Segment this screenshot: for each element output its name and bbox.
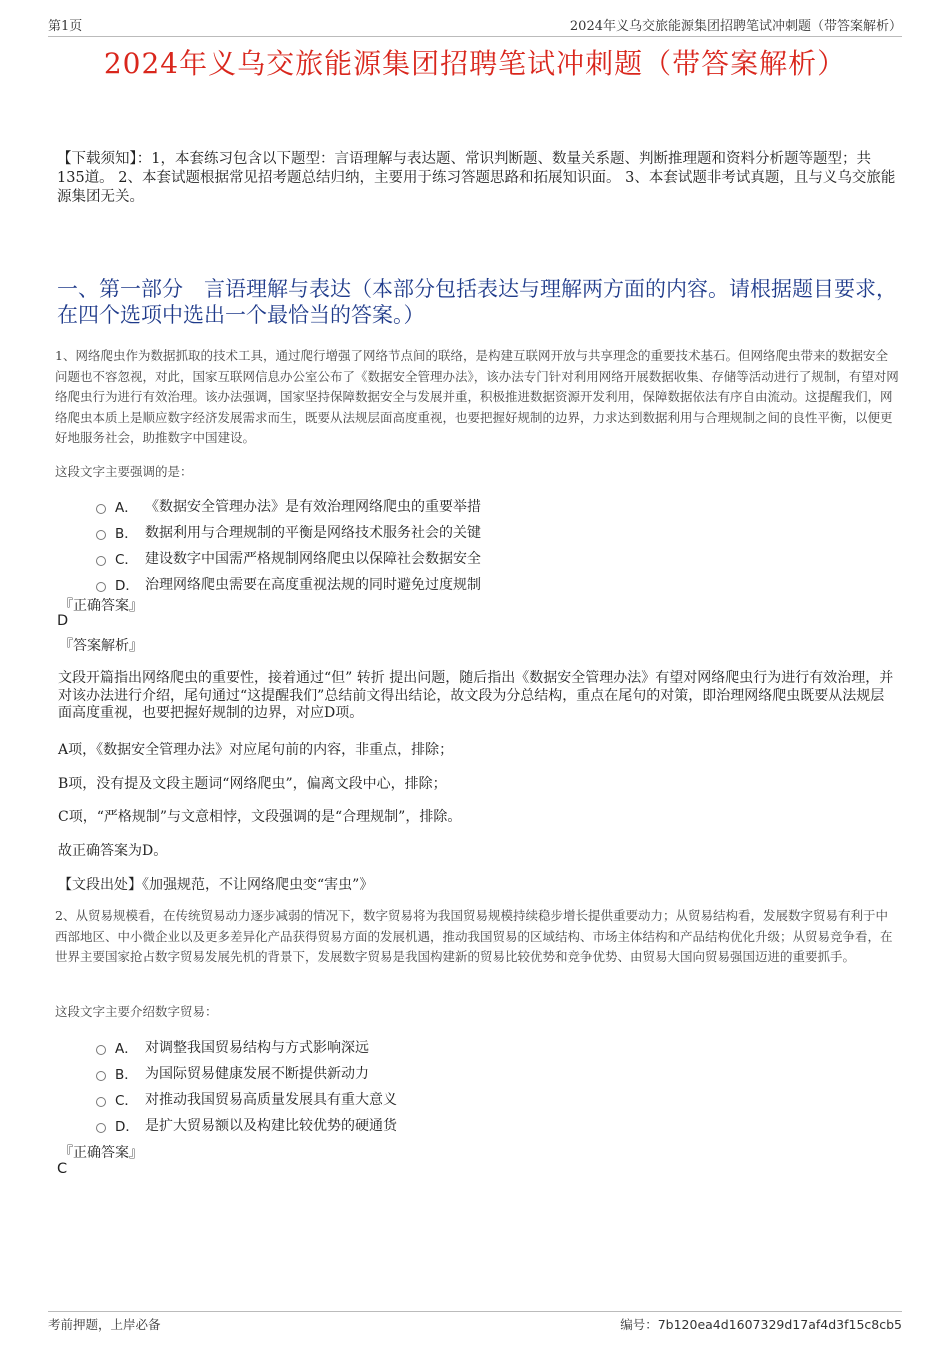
option-text: 治理网络爬虫需要在高度重视法规的同时避免过度规制 [145,577,481,593]
question-2-option-c[interactable] [96,1086,556,1112]
option-text: 建设数字中国需严格规制网络爬虫以保障社会数据安全 [145,551,481,567]
option-b-note: B项，没有提及文段主题词“网络爬虫”，偏离文段中心，排除； [58,776,447,792]
radio-icon[interactable] [96,1071,106,1081]
radio-icon[interactable] [96,556,106,566]
question-1-source: 【文段出处】《加强规范，不让网络爬虫变“害虫”》 [58,877,374,893]
question-1-stem: 这段文字主要强调的是： [55,464,193,479]
question-2-answer: C [57,1161,68,1177]
option-text: 对推动我国贸易高质量发展具有重大意义 [145,1092,397,1108]
question-1-options [96,493,556,597]
question-1-passage: 1、网络爬虫作为数据抓取的技术工具，通过爬行增强了网络节点间的联络，是构建互联网开放与共享理念的重要技术基石。但网络爬虫带来的数据安全问题也不容忽视，对此，国家互联网信息办公室公布了《数据安全管理办法》，该办法专门针对利用网络开展数据收集、存储等活动进行了规制，有望对网络爬虫行为进行有效治理。该办法强调，国家坚持保障数据安全与发展并重，积极推进数据资源开发利用，保障数据依法有序自由流动。这提醒我们，网络爬虫本质上是顺应数字经济发展需求而生，既要从法规层面高度重视，也要把握好规制的边界，力求达到数据利用与合理规制之间的良性平衡，以便更好地服务社会，助推数字中国建设。 [55,348,899,445]
option-letter: D． [115,578,139,594]
question-2-option-d[interactable] [96,1112,556,1138]
question-2-stem: 这段文字主要介绍数字贸易： [55,1004,218,1019]
option-text: 《数据安全管理办法》是有效治理网络爬虫的重要举措 [145,499,481,515]
option-text: 为国际贸易健康发展不断提供新动力 [145,1066,369,1082]
question-2-option-a[interactable] [96,1034,556,1060]
option-letter: A． [115,500,138,516]
option-letter: B． [115,1067,138,1083]
question-1-option-a[interactable] [96,493,556,519]
document-code [620,1315,902,1333]
option-letter: C． [115,1093,138,1109]
radio-icon[interactable] [96,1097,106,1107]
option-text: 数据利用与合理规制的平衡是网络技术服务社会的关键 [145,525,481,541]
option-letter: C． [115,552,138,568]
code-value: 7b120ea4d1607329d17af4d3f15c8cb5 [657,1317,902,1332]
page-footer [48,1311,902,1333]
question-1-option-b[interactable] [96,519,556,545]
question-1-option-c[interactable] [96,545,556,571]
question-2-option-b[interactable] [96,1060,556,1086]
radio-icon[interactable] [96,504,106,514]
question-1-analysis: 文段开篇指出网络爬虫的重要性，接着通过“但” 转折 提出问题，随后指出《数据安全管理办法》有望对网络爬虫行为进行有效治理，并对该办法进行介绍，尾句通过“这提醒我们”总结前文得出结论，故文段为分总结构，重点在尾句的对策，即治理网络爬虫既要从法规层面高度重视，也要把握好规制的边界，对应D项。 [58,670,894,721]
section-title: 一、第一部分 言语理解与表达（本部分包括表达与理解两方面的内容。请根据题目要求，在四个选项中选出一个最恰当的答案。） [57,277,897,327]
option-a-note: A项，《数据安全管理办法》对应尾句前的内容，非重点，排除； [58,742,454,758]
question-1-conclusion: 故正确答案为D。 [58,843,168,859]
option-text: 对调整我国贸易结构与方式影响深远 [145,1040,369,1056]
download-notice: 【下载须知】：1，本套练习包含以下题型：言语理解与表达题、常识判断题、数量关系题、判断推理题和资料分析题等题型；共135道。 2、本套试题根据常见招考题总结归纳，主要用于练习答题思路和拓展知识面。 3、本套试题非考试真题，且与义乌交旅能源集团无关。 [57,151,896,205]
question-2-answer-label: 『正确答案』 [59,1145,143,1161]
question-2-passage: 2、从贸易规模看，在传统贸易动力逐步减弱的情况下，数字贸易将为我国贸易规模持续稳步增长提供重要动力；从贸易结构看，发展数字贸易有利于中西部地区、中小微企业以及更多差异化产品获得贸易方面的发展机遇，推动我国贸易的区域结构、市场主体结构和产品结构优化升级；从贸易竞争看，在世界主要国家抢占数字贸易发展先机的背景下，发展数字贸易是我国构建新的贸易比较优势和竞争优势、由贸易大国向贸易强国迈进的重要抓手。 [55,908,893,964]
question-1-analysis-label: 『答案解析』 [59,638,143,654]
option-letter: B． [115,526,138,542]
running-title: 2024年义乌交旅能源集团招聘笔试冲刺题（带答案解析） [569,19,902,34]
question-1-option-d[interactable] [96,571,556,597]
footer-slogan: 考前押题，上岸必备 [48,1317,161,1332]
page-number: 第1页 [48,19,83,34]
question-2-options [96,1034,556,1138]
page-header [48,14,902,37]
option-letter: A． [115,1041,138,1057]
question-1-answer-label: 『正确答案』 [59,598,143,614]
radio-icon[interactable] [96,530,106,540]
radio-icon[interactable] [96,1045,106,1055]
option-letter: D． [115,1119,139,1135]
question-1-answer: D [57,613,69,629]
option-text: 是扩大贸易额以及构建比较优势的硬通货 [145,1118,397,1134]
radio-icon[interactable] [96,1123,106,1133]
option-c-note: C项，“严格规制”与文意相悖，文段强调的是“合理规制”，排除。 [58,809,462,825]
document-title: 2024年义乌交旅能源集团招聘笔试冲刺题（带答案解析） [103,47,847,80]
code-label: 编号： [620,1317,658,1332]
radio-icon[interactable] [96,582,106,592]
